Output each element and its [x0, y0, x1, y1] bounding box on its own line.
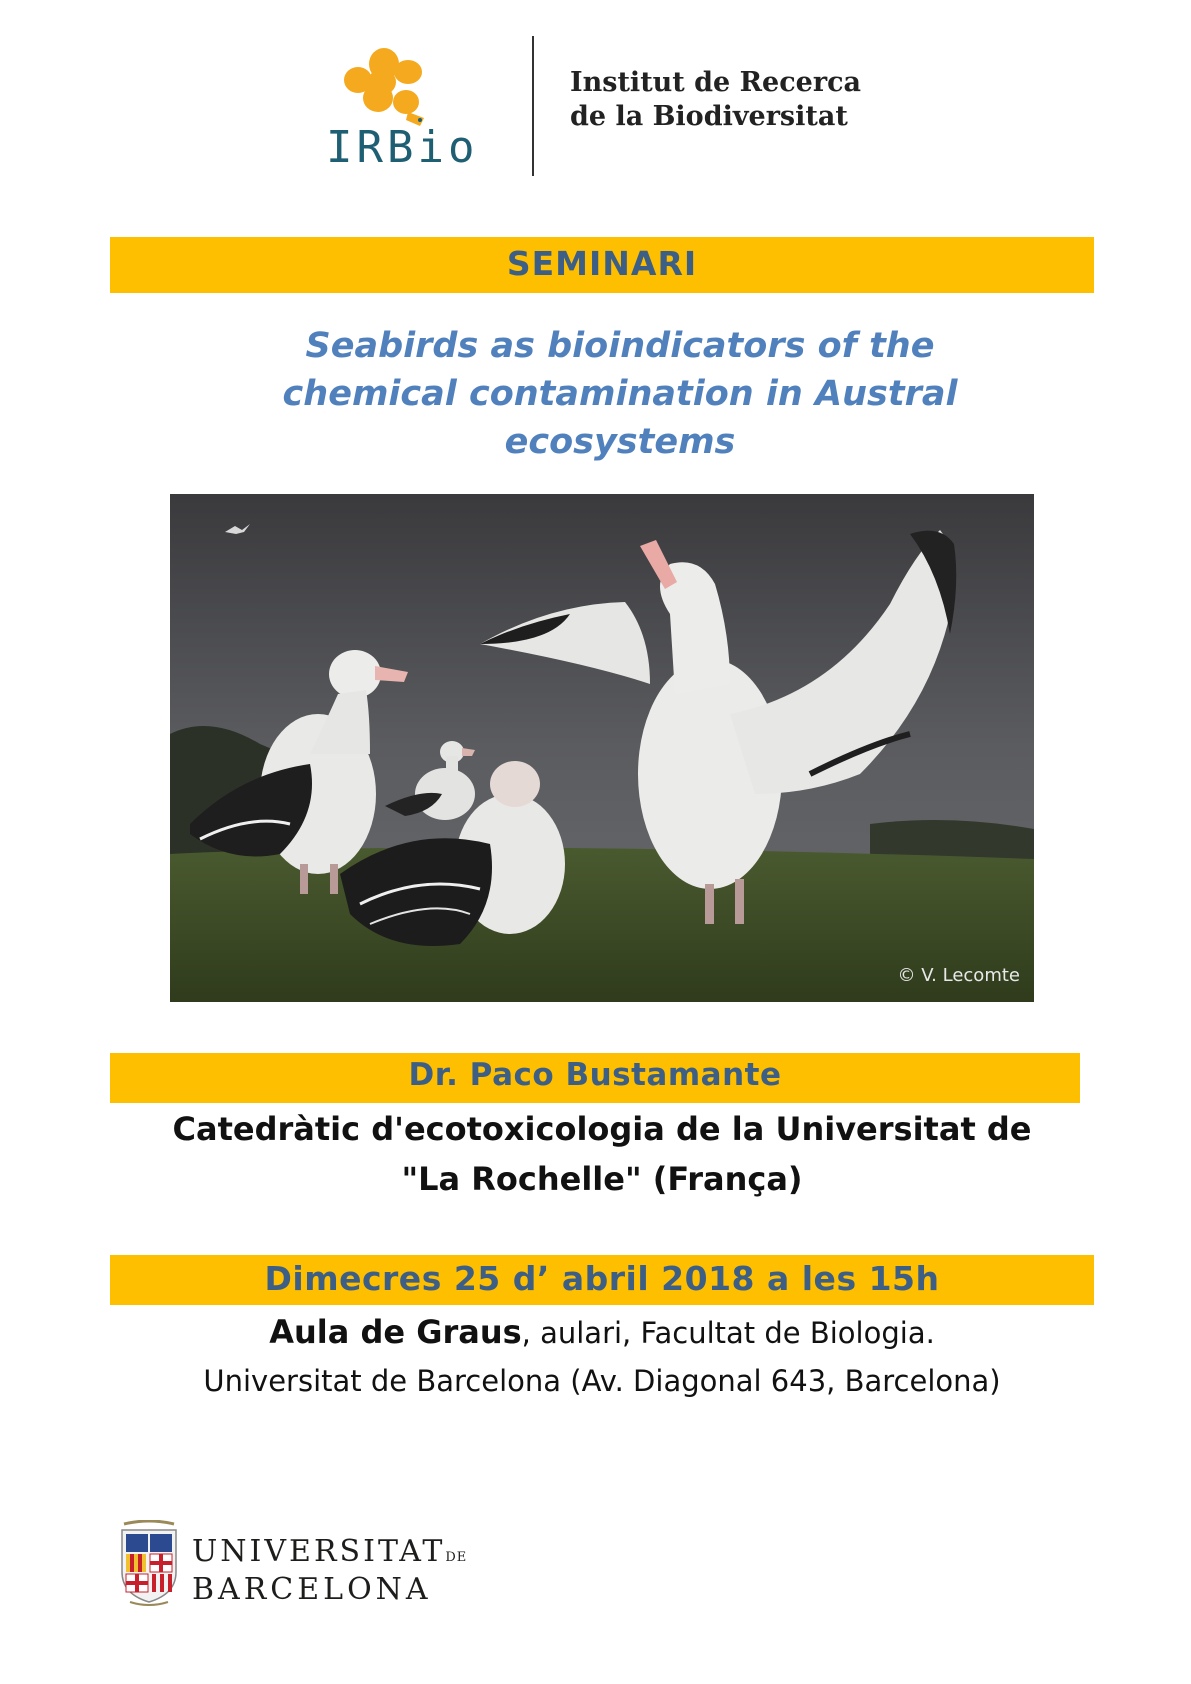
ub-logo-line2: BARCELONA: [192, 1572, 432, 1607]
seminar-title: [170, 322, 1070, 466]
albatross-illustration: [170, 494, 1034, 1002]
institute-name-line2: de la Biodiversitat: [570, 101, 848, 132]
header: [320, 40, 880, 180]
title-line-1: Seabirds as bioindicators of the: [305, 326, 935, 366]
ub-logo-de: DE: [445, 1550, 468, 1565]
venue-address: Universitat de Barcelona (Av. Diagonal 643, Barcelona): [203, 1364, 1001, 1398]
speaker-role-line1: Catedràtic d'ecotoxicologia de la Universitat de: [172, 1110, 1032, 1148]
albatross-photo: [170, 494, 1034, 1002]
speaker-role-line2: "La Rochelle" (França): [401, 1160, 803, 1198]
irbio-logo-text: IRBio: [326, 122, 479, 173]
date-band: [110, 1255, 1094, 1305]
ub-logo-universitat: UNIVERSITAT: [192, 1534, 446, 1569]
institute-name: [570, 66, 861, 134]
speaker-band: [110, 1053, 1080, 1103]
event-date: Dimecres 25 d’ abril 2018 a les 15h: [264, 1259, 940, 1298]
venue-building: , aulari, Facultat de Biologia.: [521, 1316, 935, 1350]
title-line-3: ecosystems: [504, 422, 736, 462]
venue-room: Aula de Graus: [269, 1313, 522, 1351]
speaker-role: [110, 1104, 1094, 1204]
irbio-flower-icon: [320, 40, 500, 130]
venue-line1: [110, 1308, 1094, 1357]
ub-logo: [118, 1520, 468, 1610]
title-line-2: chemical contamination in Austral: [282, 374, 958, 414]
irbio-logo: [320, 40, 500, 180]
speaker-name: Dr. Paco Bustamante: [408, 1057, 782, 1093]
header-divider: [532, 36, 534, 176]
ub-logo-line1: [192, 1534, 467, 1569]
venue: [110, 1308, 1094, 1405]
seminar-label: SEMINARI: [506, 244, 698, 283]
seminar-band: [110, 237, 1094, 293]
institute-name-line1: Institut de Recerca: [570, 67, 862, 98]
ub-shield-icon: [118, 1520, 180, 1606]
photo-credit: © V. Lecomte: [897, 965, 1020, 986]
